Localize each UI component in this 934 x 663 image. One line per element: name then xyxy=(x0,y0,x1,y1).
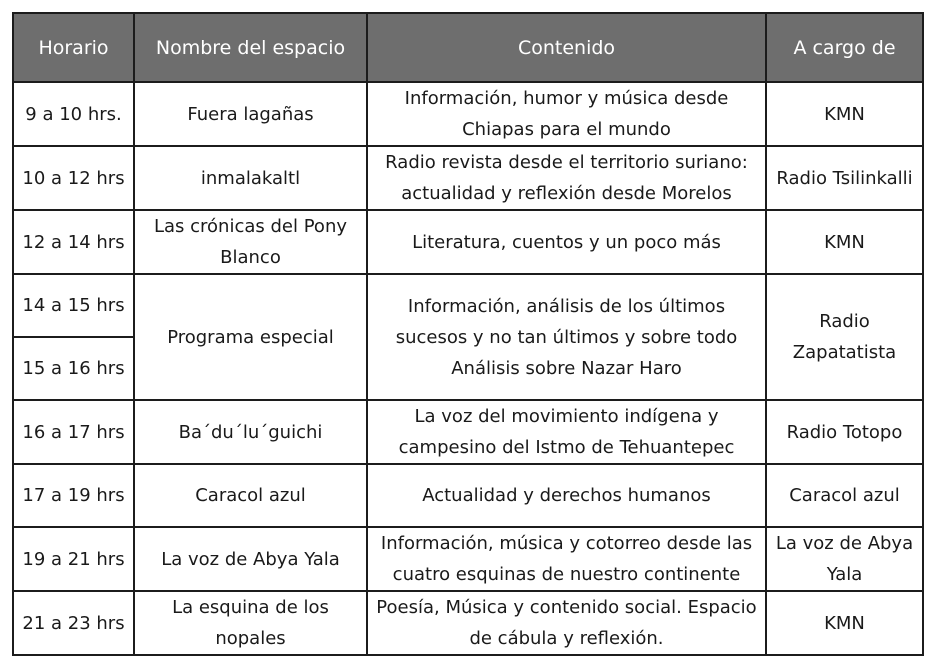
cell-horario: 10 a 12 hrs xyxy=(13,146,134,210)
cell-horario: 12 a 14 hrs xyxy=(13,210,134,274)
cell-nombre: La voz de Abya Yala xyxy=(134,527,367,591)
table-row xyxy=(13,146,923,210)
schedule-table xyxy=(12,12,924,656)
cell-nombre: Caracol azul xyxy=(134,464,367,527)
cell-horario: 9 a 10 hrs. xyxy=(13,82,134,146)
cell-horario: 14 a 15 hrs xyxy=(13,274,134,337)
cell-contenido: Información, humor y música desde Chiapas para el mundo xyxy=(367,82,766,146)
header-row xyxy=(13,13,923,82)
table-row xyxy=(13,274,923,337)
header-cargo: A cargo de xyxy=(766,13,923,82)
cell-cargo: KMN xyxy=(766,210,923,274)
cell-horario: 16 a 17 hrs xyxy=(13,400,134,464)
cell-nombre: Las crónicas del Pony Blanco xyxy=(134,210,367,274)
cell-contenido: Información, música y cotorreo desde las cuatro esquinas de nuestro continente xyxy=(367,527,766,591)
cell-nombre: Fuera lagañas xyxy=(134,82,367,146)
cell-horario: 21 a 23 hrs xyxy=(13,591,134,655)
table-row xyxy=(13,527,923,591)
cell-cargo: La voz de Abya Yala xyxy=(766,527,923,591)
cell-cargo: KMN xyxy=(766,82,923,146)
cell-nombre: Ba´du´lu´guichi xyxy=(134,400,367,464)
table-row xyxy=(13,464,923,527)
cell-cargo: Radio Tsilinkalli xyxy=(766,146,923,210)
cell-nombre: inmalakaltl xyxy=(134,146,367,210)
cell-contenido: Actualidad y derechos humanos xyxy=(367,464,766,527)
table-row xyxy=(13,591,923,655)
cell-nombre: Programa especial xyxy=(134,274,367,400)
cell-cargo: Radio Zapatatista xyxy=(766,274,923,400)
cell-horario: 17 a 19 hrs xyxy=(13,464,134,527)
cell-nombre: La esquina de los nopales xyxy=(134,591,367,655)
header-nombre: Nombre del espacio xyxy=(134,13,367,82)
cell-contenido: Información, análisis de los últimos sucesos y no tan últimos y sobre todo Análisis sobre Nazar Haro xyxy=(367,274,766,400)
cell-cargo: Caracol azul xyxy=(766,464,923,527)
cell-cargo: KMN xyxy=(766,591,923,655)
cell-cargo: Radio Totopo xyxy=(766,400,923,464)
cell-horario: 15 a 16 hrs xyxy=(13,337,134,400)
header-horario: Horario xyxy=(13,13,134,82)
table-row xyxy=(13,400,923,464)
table-row xyxy=(13,210,923,274)
header-contenido: Contenido xyxy=(367,13,766,82)
cell-contenido: Radio revista desde el territorio suriano: actualidad y reflexión desde Morelos xyxy=(367,146,766,210)
table-row xyxy=(13,82,923,146)
cell-contenido: Literatura, cuentos y un poco más xyxy=(367,210,766,274)
cell-horario: 19 a 21 hrs xyxy=(13,527,134,591)
cell-contenido: Poesía, Música y contenido social. Espacio de cábula y reflexión. xyxy=(367,591,766,655)
cell-contenido: La voz del movimiento indígena y campesino del Istmo de Tehuantepec xyxy=(367,400,766,464)
